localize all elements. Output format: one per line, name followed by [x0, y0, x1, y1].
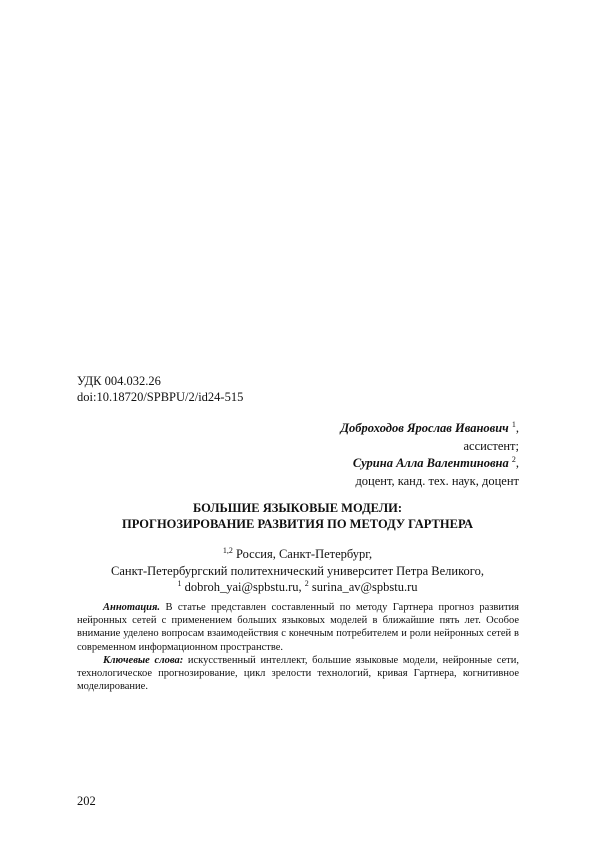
location-sup: 1,2	[222, 545, 233, 555]
author-1	[340, 420, 519, 438]
title-line-2: ПРОГНОЗИРОВАНИЕ РАЗВИТИЯ ПО МЕТОДУ ГАРТНЕРА	[121, 517, 474, 531]
author-1-role: ассистент;	[463, 438, 519, 453]
abstract-text: В статье представлен составленный по методу Гартнера прогноз развития нейронных сетей с применением больших языковых моделей в ближайшие пять лет. Особое внимание уделено вопросам взаимодействия с конечным потребителем и роли нейронных сетей в современном информационном пространстве.	[77, 602, 519, 653]
abstract-block	[77, 601, 519, 693]
doi: doi:10.18720/SPBPU/2/id24-515	[77, 390, 244, 404]
author-2-sup: 2	[511, 454, 516, 464]
abstract-label: Аннотация.	[103, 602, 161, 613]
affiliation-location-line	[60, 546, 535, 563]
author-1-sup: 1	[511, 419, 516, 429]
page-number: 202	[77, 794, 96, 808]
affiliation-location: Россия, Санкт-Петербург,	[232, 547, 373, 561]
email-2: surina_av@spbstu.ru	[308, 580, 418, 594]
udc-code: УДК 004.032.26	[77, 374, 161, 388]
author-2	[340, 455, 519, 473]
keywords-paragraph	[77, 654, 519, 694]
email-1: dobroh_yai@spbstu.ru,	[181, 580, 305, 594]
authors-block	[340, 420, 519, 490]
keywords-text: искусственный интеллект, большие языковые модели, нейронные сети, технологическое прогнозирование, цикл зрелости технологий, кривая Гартнера, когнитивное моделирование.	[77, 654, 519, 693]
email-2-sup: 2	[304, 578, 309, 588]
title-line-1: БОЛЬШИЕ ЯЗЫКОВЫЕ МОДЕЛИ:	[192, 501, 403, 515]
affiliation-university: Санкт-Петербургский политехнический университет Петра Великого,	[111, 563, 484, 578]
author-2-suffix: ,	[515, 456, 519, 470]
author-1-name: Доброходов Ярослав Иванович	[340, 421, 509, 435]
affiliation-emails	[60, 579, 535, 596]
paper-title	[70, 500, 525, 532]
affiliation	[60, 546, 535, 596]
abstract-paragraph	[77, 601, 519, 654]
author-1-suffix: ,	[515, 421, 519, 435]
author-2-role: доцент, канд. тех. наук, доцент	[355, 473, 519, 488]
email-1-sup: 1	[177, 578, 182, 588]
keywords-label: Ключевые слова:	[103, 654, 184, 666]
author-2-name: Сурина Алла Валентиновна	[352, 456, 509, 470]
